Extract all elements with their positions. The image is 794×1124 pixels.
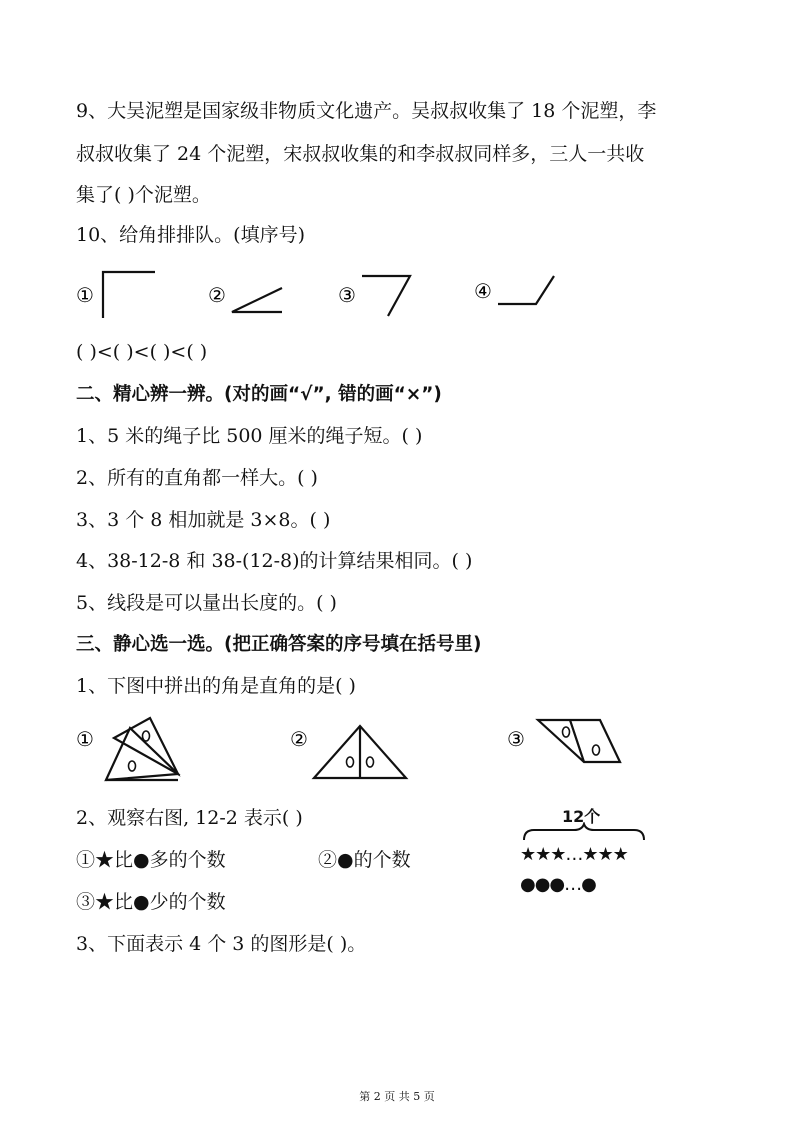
tri-label-1: ① — [76, 727, 94, 751]
page-footer: 第 2 页 共 5 页 — [359, 1090, 435, 1103]
angle-4-shape — [498, 276, 554, 304]
circle-2b — [367, 757, 374, 767]
s2-item-4: 4、38-12-8 和 38-(12-8)的计算结果相同。( ) — [76, 550, 473, 572]
s2-item-3: 3、3 个 8 相加就是 3×8。( ) — [76, 509, 331, 531]
q10-text: 10、给角排排队。(填序号) — [76, 224, 306, 246]
circle-2a — [347, 757, 354, 767]
s3-q1-text: 1、下图中拼出的角是直角的是( ) — [76, 675, 356, 697]
s3-q2-text: 2、观察右图, 12-2 表示( ) — [76, 807, 303, 829]
brace-icon — [520, 822, 650, 844]
stars-dots-figure — [520, 800, 650, 900]
angle-label-4: ④ — [474, 279, 492, 303]
circle-1b — [129, 761, 136, 771]
s2-item-5: 5、线段是可以量出长度的。( ) — [76, 592, 337, 614]
circle-3a — [563, 727, 570, 737]
angle-1-shape — [103, 272, 155, 318]
angle-2-shape — [232, 288, 282, 312]
s3-q2-option-3: ③★比●少的个数 — [76, 891, 226, 913]
section3-heading: 三、静心选一选。(把正确答案的序号填在括号里) — [76, 634, 482, 655]
s3-q2-option-1: ①★比●多的个数 — [76, 849, 226, 871]
triangles-figure — [70, 712, 640, 792]
q9-line-1: 9、大吴泥塑是国家级非物质文化遗产。吴叔叔收集了 18 个泥塑，李 — [76, 100, 657, 122]
tri-label-3: ③ — [507, 727, 525, 751]
s2-item-1: 1、5 米的绳子比 500 厘米的绳子短。( ) — [76, 425, 423, 447]
angle-label-1: ① — [76, 283, 94, 307]
s2-item-2: 2、所有的直角都一样大。( ) — [76, 467, 318, 489]
angle-label-2: ② — [208, 283, 226, 307]
circle-1a — [143, 731, 150, 741]
angles-figure — [70, 262, 570, 324]
angle-label-3: ③ — [338, 283, 356, 307]
q9-line-2: 叔叔收集了 24 个泥塑，宋叔叔收集的和李叔叔同样多，三人一共收 — [76, 143, 645, 165]
angle-3-shape — [362, 276, 410, 316]
q10-answer: ( )<( )<( )<( ) — [76, 341, 208, 363]
tri-label-2: ② — [290, 727, 308, 751]
stars-row: ★★★…★★★ — [520, 844, 628, 865]
section2-heading: 二、精心辨一辨。(对的画“√”, 错的画“×”) — [76, 384, 442, 405]
dots-row: ●●●…● — [520, 874, 596, 895]
circle-3b — [593, 745, 600, 755]
s3-q2-option-2: ②●的个数 — [318, 849, 411, 871]
s3-q3-text: 3、下面表示 4 个 3 的图形是( )。 — [76, 933, 367, 955]
tri-3 — [538, 720, 620, 762]
brace-label: 12个 — [562, 807, 601, 826]
q9-line-3: 集了( )个泥塑。 — [76, 184, 211, 206]
